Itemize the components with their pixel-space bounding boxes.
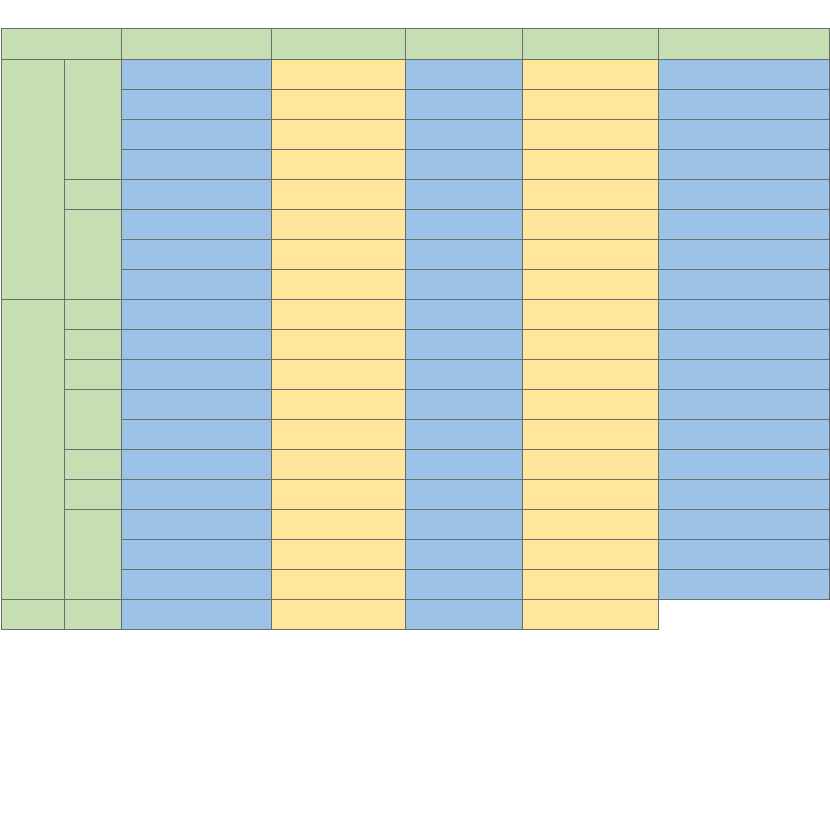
dish-cell [523,60,659,90]
dish-cell [659,180,830,210]
category-label [64,330,121,360]
dish-cell [659,570,830,600]
dish-cell [121,300,271,330]
table-row [2,90,830,120]
dish-cell [406,420,523,450]
table-row [2,390,830,420]
dish-cell [659,90,830,120]
table-row [2,60,830,90]
category-label [64,180,121,210]
dish-cell [271,570,406,600]
dish-cell [121,270,271,300]
table-row [2,180,830,210]
meal-label-dinner [2,600,65,630]
dish-cell [121,510,271,540]
dish-cell [659,510,830,540]
dish-cell [271,210,406,240]
dish-cell [121,600,271,630]
dish-cell [659,450,830,480]
category-label [64,510,121,600]
dish-cell [659,480,830,510]
dish-cell [523,90,659,120]
dish-cell [271,150,406,180]
dish-cell [523,480,659,510]
dish-cell [659,390,830,420]
category-label [64,300,121,330]
dish-cell [406,390,523,420]
header-day [659,29,830,60]
header-row [2,29,830,60]
dish-cell [121,60,271,90]
dish-cell [523,210,659,240]
dish-cell [406,600,523,630]
dish-cell [406,120,523,150]
table-row [2,570,830,600]
dish-cell [659,270,830,300]
dish-cell [121,570,271,600]
dish-cell [523,450,659,480]
dish-cell [523,150,659,180]
dish-cell [271,510,406,540]
menu-title [0,0,830,28]
dish-cell [523,390,659,420]
header-meal-type [2,29,122,60]
dish-cell [659,540,830,570]
dish-cell [406,180,523,210]
dish-cell [121,330,271,360]
dish-cell [121,120,271,150]
dish-cell [523,600,659,630]
dish-cell [271,240,406,270]
table-row [2,600,830,630]
dish-cell [121,480,271,510]
dish-cell [121,150,271,180]
dish-cell [406,90,523,120]
dish-cell [271,390,406,420]
dish-cell [406,510,523,540]
dish-cell [659,330,830,360]
category-label [64,450,121,480]
dish-cell [271,480,406,510]
category-label [64,600,121,630]
category-label [64,480,121,510]
table-row [2,510,830,540]
dish-cell [271,360,406,390]
dish-cell [271,450,406,480]
dish-cell [121,450,271,480]
table-row [2,240,830,270]
table-row [2,420,830,450]
dish-cell [271,60,406,90]
dish-cell [271,420,406,450]
dish-cell [523,540,659,570]
dish-cell [406,150,523,180]
dish-cell [523,300,659,330]
header-day [271,29,406,60]
dish-cell [659,420,830,450]
table-row [2,480,830,510]
dish-cell [121,420,271,450]
dish-cell [523,240,659,270]
dish-cell [659,360,830,390]
category-label [64,360,121,390]
dish-cell [406,300,523,330]
dish-cell [659,60,830,90]
dish-cell [523,570,659,600]
dish-cell [271,540,406,570]
dish-cell [406,480,523,510]
table-row [2,120,830,150]
dish-cell [271,300,406,330]
dish-cell [271,90,406,120]
dish-cell [271,600,406,630]
dish-cell [271,330,406,360]
dish-cell [271,270,406,300]
dish-cell [406,360,523,390]
dish-cell [406,60,523,90]
table-row [2,270,830,300]
dish-cell [121,540,271,570]
dish-cell [271,180,406,210]
dish-cell [121,240,271,270]
meal-label-breakfast [2,60,65,300]
dish-cell [406,270,523,300]
header-day [121,29,271,60]
dish-cell [659,210,830,240]
dish-cell [121,90,271,120]
header-day [523,29,659,60]
dish-cell [121,360,271,390]
dish-cell [659,240,830,270]
dish-cell [406,210,523,240]
meal-label-lunch [2,300,65,600]
dish-cell [659,120,830,150]
menu-table [1,28,830,630]
table-row [2,300,830,330]
dish-cell [271,120,406,150]
category-label [64,210,121,300]
category-label [64,60,121,180]
table-row [2,450,830,480]
dish-cell [523,270,659,300]
dish-cell [406,450,523,480]
dish-cell [121,180,271,210]
dish-cell [121,210,271,240]
dish-cell [659,300,830,330]
table-row [2,540,830,570]
dish-cell [523,420,659,450]
dish-cell [523,120,659,150]
table-row [2,330,830,360]
dish-cell [523,330,659,360]
dish-cell [406,240,523,270]
dish-cell [406,540,523,570]
dish-cell [659,150,830,180]
header-day [406,29,523,60]
category-label [64,390,121,450]
table-row [2,360,830,390]
dish-cell [121,390,271,420]
table-row [2,210,830,240]
dish-cell [406,330,523,360]
dish-cell [523,360,659,390]
dish-cell [406,570,523,600]
table-row [2,150,830,180]
dish-cell [523,180,659,210]
dish-cell [523,510,659,540]
